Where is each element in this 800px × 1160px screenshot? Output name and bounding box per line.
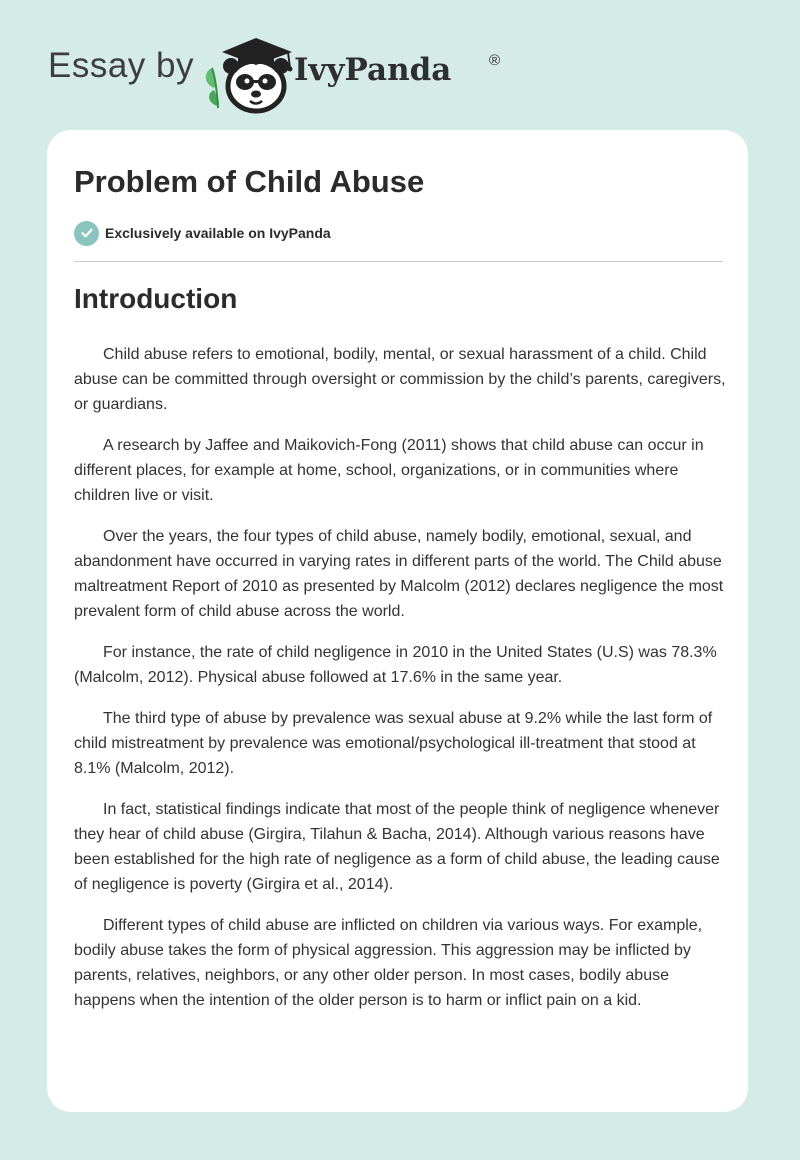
paragraph: In fact, statistical findings indicate that most of the people think of negligence whenever they hear of child abuse (Girgira, Tilahun & Bacha, 2014). Although various reasons have been established for the high rate of negligence as a form of child abuse, the leading cause of negligence is poverty (Girgira et al., 2014).	[74, 801, 720, 893]
registered-mark: ®	[489, 52, 501, 69]
panda-graduate-icon	[200, 32, 296, 116]
ivy-leaf-icon	[206, 68, 219, 108]
paragraph: Over the years, the four types of child abuse, namely bodily, emotional, sexual, and abandonment have occurred in varying rates in different parts of the world. The Child abuse maltreatment Report of 2010 as presented by Malcolm (2012) declares negligence the most prevalent form of child abuse across the world.	[74, 528, 724, 620]
paragraph: A research by Jaffee and Maikovich-Fong (2011) shows that child abuse can occur in different places, for example at home, school, organizations, or in communities where children live or visit.	[74, 437, 704, 504]
brand-name: IvyPanda	[294, 52, 452, 88]
essay-title: Problem of Child Abuse	[74, 164, 425, 199]
divider	[74, 261, 723, 262]
badge-text: Exclusively available on IvyPanda	[105, 225, 331, 241]
essay-card	[47, 130, 748, 1112]
paragraph: Child abuse refers to emotional, bodily, mental, or sexual harassment of a child. Child abuse can be committed through oversight or commission by the child’s parents, caregivers, or guardians.	[74, 346, 726, 413]
section-heading: Introduction	[74, 283, 238, 314]
exclusive-badge	[74, 220, 331, 246]
paragraph: Different types of child abuse are inflicted on children via various ways. For example, bodily abuse takes the form of physical aggression. This aggression may be inflicted by parents, relatives, neighbors, or any other older person. In most cases, bodily abuse happens when the intention of the older person is to harm or inflict pain on a kid.	[74, 917, 703, 1009]
brand-header[interactable]	[48, 30, 528, 110]
paragraph: The third type of abuse by prevalence was sexual abuse at 9.2% while the last form of child mistreatment by prevalence was emotional/psychological ill-treatment that stood at 8.1% (Malcolm, 2012).	[74, 710, 713, 777]
check-circle-icon	[74, 221, 99, 246]
brand-prefix: Essay by	[48, 46, 194, 85]
paragraph: For instance, the rate of child negligence in 2010 in the United States (U.S) was 78.3% (Malcolm, 2012). Physical abuse followed at 17.6% in the same year.	[74, 644, 717, 686]
essay-body	[74, 342, 726, 1029]
